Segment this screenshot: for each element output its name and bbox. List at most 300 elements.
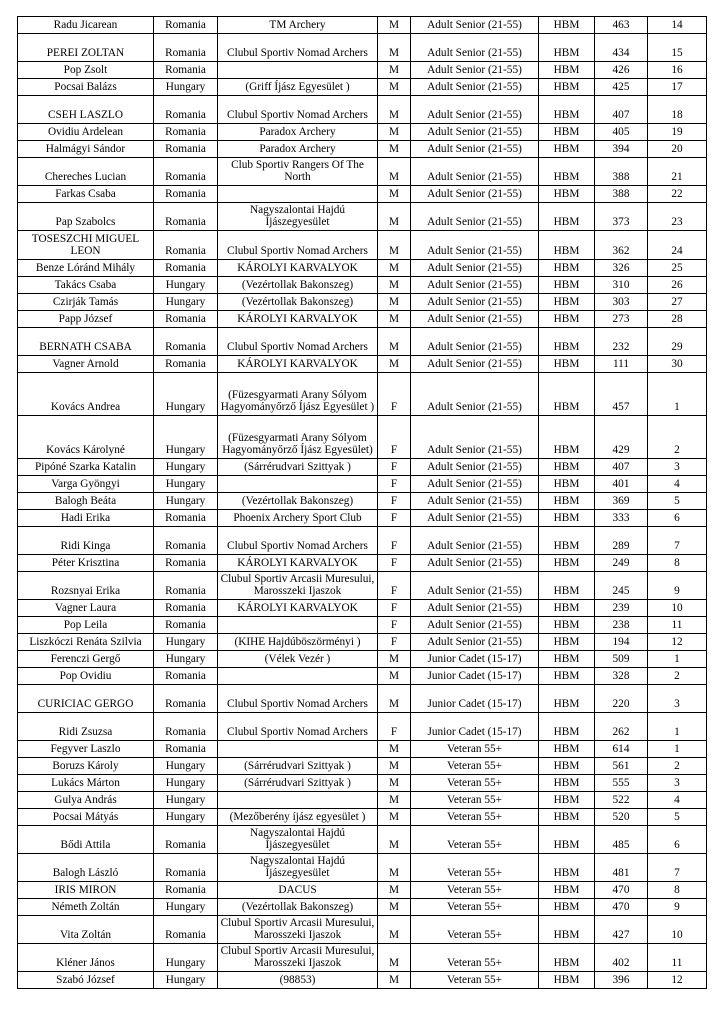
bow-class-cell: HBM — [539, 141, 595, 158]
table-row — [18, 758, 707, 775]
country-cell: Romania — [154, 741, 218, 758]
club-cell: (KIHE Hajdúböszörményi ) — [218, 634, 378, 651]
bow-class-cell: HBM — [539, 685, 595, 713]
rank-cell: 6 — [648, 826, 707, 854]
country-cell: Hungary — [154, 792, 218, 809]
bow-class-cell: HBM — [539, 416, 595, 459]
category-cell: Adult Senior (21-55) — [411, 311, 539, 328]
sex-cell: F — [378, 476, 411, 493]
bow-class-cell: HBM — [539, 277, 595, 294]
table-row — [18, 260, 707, 277]
score-cell: 470 — [595, 882, 648, 899]
rank-cell: 10 — [648, 916, 707, 944]
club-cell: Clubul Sportiv Nomad Archers — [218, 96, 378, 124]
table-row — [18, 651, 707, 668]
rank-cell: 14 — [648, 17, 707, 34]
name-cell: Vagner Arnold — [18, 356, 154, 373]
score-cell: 427 — [595, 916, 648, 944]
sex-cell: M — [378, 685, 411, 713]
club-cell: (Füzesgyarmati Arany Sólyom Hagyományőrző Íjász Egyesület ) — [218, 373, 378, 416]
category-cell: Veteran 55+ — [411, 882, 539, 899]
country-cell: Romania — [154, 713, 218, 741]
name-cell: Halmágyi Sándor — [18, 141, 154, 158]
sex-cell: M — [378, 651, 411, 668]
country-cell: Romania — [154, 186, 218, 203]
rank-cell: 25 — [648, 260, 707, 277]
rank-cell: 6 — [648, 510, 707, 527]
rank-cell: 3 — [648, 685, 707, 713]
country-cell: Romania — [154, 17, 218, 34]
bow-class-cell: HBM — [539, 328, 595, 356]
country-cell: Romania — [154, 882, 218, 899]
name-cell: Czirják Tamás — [18, 294, 154, 311]
country-cell: Romania — [154, 555, 218, 572]
table-row — [18, 713, 707, 741]
sex-cell: M — [378, 158, 411, 186]
country-cell: Hungary — [154, 294, 218, 311]
country-cell: Romania — [154, 668, 218, 685]
score-cell: 429 — [595, 416, 648, 459]
sex-cell: M — [378, 96, 411, 124]
rank-cell: 11 — [648, 944, 707, 972]
score-cell: 481 — [595, 854, 648, 882]
score-cell: 303 — [595, 294, 648, 311]
country-cell: Hungary — [154, 899, 218, 916]
country-cell: Hungary — [154, 758, 218, 775]
table-row — [18, 416, 707, 459]
bow-class-cell: HBM — [539, 356, 595, 373]
bow-class-cell: HBM — [539, 668, 595, 685]
score-cell: 373 — [595, 203, 648, 231]
bow-class-cell: HBM — [539, 758, 595, 775]
bow-class-cell: HBM — [539, 882, 595, 899]
name-cell: Kovács Károlyné — [18, 416, 154, 459]
club-cell: KÁROLYI KARVALYOK — [218, 260, 378, 277]
country-cell: Romania — [154, 916, 218, 944]
club-cell: Phoenix Archery Sport Club — [218, 510, 378, 527]
sex-cell: M — [378, 311, 411, 328]
club-cell: KÁROLYI KARVALYOK — [218, 311, 378, 328]
club-cell: Clubul Sportiv Nomad Archers — [218, 685, 378, 713]
category-cell: Adult Senior (21-55) — [411, 555, 539, 572]
rank-cell: 16 — [648, 62, 707, 79]
club-cell: Clubul Sportiv Nomad Archers — [218, 527, 378, 555]
category-cell: Veteran 55+ — [411, 758, 539, 775]
category-cell: Adult Senior (21-55) — [411, 328, 539, 356]
rank-cell: 24 — [648, 231, 707, 260]
sex-cell: M — [378, 792, 411, 809]
table-row — [18, 79, 707, 96]
club-cell: DACUS — [218, 882, 378, 899]
bow-class-cell: HBM — [539, 617, 595, 634]
club-cell: Clubul Sportiv Nomad Archers — [218, 34, 378, 62]
country-cell: Hungary — [154, 277, 218, 294]
category-cell: Veteran 55+ — [411, 972, 539, 989]
score-cell: 457 — [595, 373, 648, 416]
name-cell: BERNATH CSABA — [18, 328, 154, 356]
country-cell: Romania — [154, 356, 218, 373]
category-cell: Adult Senior (21-55) — [411, 34, 539, 62]
category-cell: Adult Senior (21-55) — [411, 476, 539, 493]
rank-cell: 1 — [648, 741, 707, 758]
sex-cell: M — [378, 62, 411, 79]
country-cell: Romania — [154, 141, 218, 158]
name-cell: Vita Zoltán — [18, 916, 154, 944]
category-cell: Adult Senior (21-55) — [411, 231, 539, 260]
category-cell: Adult Senior (21-55) — [411, 203, 539, 231]
club-cell: KÁROLYI KARVALYOK — [218, 356, 378, 373]
score-cell: 434 — [595, 34, 648, 62]
rank-cell: 1 — [648, 373, 707, 416]
name-cell: Rozsnyai Erika — [18, 572, 154, 600]
name-cell: Liszkóczi Renáta Szilvia — [18, 634, 154, 651]
rank-cell: 1 — [648, 713, 707, 741]
name-cell: Radu Jicarean — [18, 17, 154, 34]
sex-cell: F — [378, 634, 411, 651]
category-cell: Adult Senior (21-55) — [411, 79, 539, 96]
club-cell — [218, 792, 378, 809]
name-cell: Chereches Lucian — [18, 158, 154, 186]
club-cell: Clubul Sportiv Nomad Archers — [218, 328, 378, 356]
bow-class-cell: HBM — [539, 294, 595, 311]
category-cell: Adult Senior (21-55) — [411, 17, 539, 34]
sex-cell: M — [378, 668, 411, 685]
sex-cell: M — [378, 294, 411, 311]
table-row — [18, 96, 707, 124]
name-cell: Balogh Beáta — [18, 493, 154, 510]
club-cell: (Vezértollak Bakonszeg) — [218, 277, 378, 294]
sex-cell: M — [378, 277, 411, 294]
table-row — [18, 882, 707, 899]
name-cell: CSEH LASZLO — [18, 96, 154, 124]
category-cell: Adult Senior (21-55) — [411, 617, 539, 634]
club-cell: Paradox Archery — [218, 141, 378, 158]
club-cell — [218, 62, 378, 79]
category-cell: Adult Senior (21-55) — [411, 634, 539, 651]
score-cell: 239 — [595, 600, 648, 617]
category-cell: Adult Senior (21-55) — [411, 373, 539, 416]
category-cell: Adult Senior (21-55) — [411, 277, 539, 294]
score-cell: 388 — [595, 158, 648, 186]
sex-cell: F — [378, 493, 411, 510]
table-row — [18, 476, 707, 493]
category-cell: Veteran 55+ — [411, 792, 539, 809]
table-row — [18, 854, 707, 882]
category-cell: Adult Senior (21-55) — [411, 572, 539, 600]
rank-cell: 4 — [648, 476, 707, 493]
country-cell: Romania — [154, 685, 218, 713]
score-cell: 333 — [595, 510, 648, 527]
country-cell: Romania — [154, 854, 218, 882]
name-cell: Papp József — [18, 311, 154, 328]
score-cell: 362 — [595, 231, 648, 260]
club-cell: (Füzesgyarmati Arany Sólyom Hagyományőrző Íjász Egyesület) — [218, 416, 378, 459]
results-table-body — [18, 17, 707, 989]
table-row — [18, 62, 707, 79]
bow-class-cell: HBM — [539, 741, 595, 758]
table-row — [18, 510, 707, 527]
name-cell: Pocsai Mátyás — [18, 809, 154, 826]
category-cell: Adult Senior (21-55) — [411, 141, 539, 158]
table-row — [18, 203, 707, 231]
country-cell: Hungary — [154, 944, 218, 972]
bow-class-cell: HBM — [539, 634, 595, 651]
sex-cell: M — [378, 203, 411, 231]
sex-cell: M — [378, 899, 411, 916]
score-cell: 396 — [595, 972, 648, 989]
score-cell: 522 — [595, 792, 648, 809]
name-cell: Pipóné Szarka Katalin — [18, 459, 154, 476]
country-cell: Hungary — [154, 634, 218, 651]
rank-cell: 30 — [648, 356, 707, 373]
category-cell: Veteran 55+ — [411, 775, 539, 792]
score-cell: 401 — [595, 476, 648, 493]
score-cell: 614 — [595, 741, 648, 758]
name-cell: Pop Zsolt — [18, 62, 154, 79]
rank-cell: 23 — [648, 203, 707, 231]
country-cell: Romania — [154, 158, 218, 186]
bow-class-cell: HBM — [539, 34, 595, 62]
bow-class-cell: HBM — [539, 775, 595, 792]
table-row — [18, 186, 707, 203]
club-cell: (Mezőberény íjász egyesület ) — [218, 809, 378, 826]
bow-class-cell: HBM — [539, 476, 595, 493]
name-cell: Ridi Zsuzsa — [18, 713, 154, 741]
bow-class-cell: HBM — [539, 809, 595, 826]
country-cell: Romania — [154, 96, 218, 124]
rank-cell: 5 — [648, 809, 707, 826]
bow-class-cell: HBM — [539, 792, 595, 809]
table-row — [18, 572, 707, 600]
country-cell: Hungary — [154, 651, 218, 668]
sex-cell: M — [378, 328, 411, 356]
table-row — [18, 741, 707, 758]
sex-cell: M — [378, 17, 411, 34]
table-row — [18, 685, 707, 713]
name-cell: Balogh László — [18, 854, 154, 882]
category-cell: Adult Senior (21-55) — [411, 186, 539, 203]
score-cell: 245 — [595, 572, 648, 600]
score-cell: 561 — [595, 758, 648, 775]
name-cell: Boruzs Károly — [18, 758, 154, 775]
score-cell: 111 — [595, 356, 648, 373]
country-cell: Romania — [154, 510, 218, 527]
bow-class-cell: HBM — [539, 373, 595, 416]
category-cell: Adult Senior (21-55) — [411, 158, 539, 186]
sex-cell: M — [378, 79, 411, 96]
rank-cell: 3 — [648, 775, 707, 792]
score-cell: 238 — [595, 617, 648, 634]
table-row — [18, 356, 707, 373]
table-row — [18, 311, 707, 328]
sex-cell: F — [378, 373, 411, 416]
table-row — [18, 916, 707, 944]
rank-cell: 2 — [648, 758, 707, 775]
table-row — [18, 34, 707, 62]
country-cell: Romania — [154, 260, 218, 277]
score-cell: 326 — [595, 260, 648, 277]
name-cell: Pop Ovidiu — [18, 668, 154, 685]
sex-cell: M — [378, 34, 411, 62]
category-cell: Veteran 55+ — [411, 944, 539, 972]
club-cell: Nagyszalontai Hajdú Íjászegyesület — [218, 826, 378, 854]
category-cell: Junior Cadet (15-17) — [411, 668, 539, 685]
bow-class-cell: HBM — [539, 493, 595, 510]
sex-cell: M — [378, 741, 411, 758]
sex-cell: F — [378, 555, 411, 572]
sex-cell: M — [378, 124, 411, 141]
results-table — [17, 16, 707, 989]
score-cell: 220 — [595, 685, 648, 713]
score-cell: 388 — [595, 186, 648, 203]
club-cell: KÁROLYI KARVALYOK — [218, 600, 378, 617]
rank-cell: 21 — [648, 158, 707, 186]
table-row — [18, 17, 707, 34]
bow-class-cell: HBM — [539, 572, 595, 600]
rank-cell: 9 — [648, 899, 707, 916]
score-cell: 407 — [595, 96, 648, 124]
score-cell: 485 — [595, 826, 648, 854]
table-row — [18, 809, 707, 826]
table-row — [18, 124, 707, 141]
country-cell: Hungary — [154, 459, 218, 476]
score-cell: 232 — [595, 328, 648, 356]
club-cell: (Sárrérudvari Szittyak ) — [218, 775, 378, 792]
table-row — [18, 634, 707, 651]
sex-cell: M — [378, 854, 411, 882]
country-cell: Romania — [154, 527, 218, 555]
bow-class-cell: HBM — [539, 944, 595, 972]
category-cell: Adult Senior (21-55) — [411, 527, 539, 555]
category-cell: Adult Senior (21-55) — [411, 600, 539, 617]
name-cell: Hadi Erika — [18, 510, 154, 527]
sex-cell: M — [378, 944, 411, 972]
country-cell: Hungary — [154, 493, 218, 510]
name-cell: Farkas Csaba — [18, 186, 154, 203]
score-cell: 470 — [595, 899, 648, 916]
club-cell — [218, 476, 378, 493]
name-cell: Szabó József — [18, 972, 154, 989]
rank-cell: 18 — [648, 96, 707, 124]
table-row — [18, 899, 707, 916]
bow-class-cell: HBM — [539, 527, 595, 555]
score-cell: 463 — [595, 17, 648, 34]
club-cell: Clubul Sportiv Nomad Archers — [218, 231, 378, 260]
table-row — [18, 231, 707, 260]
category-cell: Adult Senior (21-55) — [411, 62, 539, 79]
table-row — [18, 527, 707, 555]
category-cell: Junior Cadet (15-17) — [411, 685, 539, 713]
bow-class-cell: HBM — [539, 899, 595, 916]
score-cell: 273 — [595, 311, 648, 328]
club-cell: (Sárrérudvari Szittyak ) — [218, 758, 378, 775]
table-row — [18, 617, 707, 634]
table-row — [18, 668, 707, 685]
name-cell: Pocsai Balázs — [18, 79, 154, 96]
category-cell: Adult Senior (21-55) — [411, 459, 539, 476]
category-cell: Adult Senior (21-55) — [411, 294, 539, 311]
name-cell: Varga Gyöngyi — [18, 476, 154, 493]
country-cell: Romania — [154, 572, 218, 600]
score-cell: 289 — [595, 527, 648, 555]
table-row — [18, 826, 707, 854]
rank-cell: 11 — [648, 617, 707, 634]
bow-class-cell: HBM — [539, 203, 595, 231]
rank-cell: 27 — [648, 294, 707, 311]
score-cell: 262 — [595, 713, 648, 741]
score-cell: 310 — [595, 277, 648, 294]
country-cell: Romania — [154, 124, 218, 141]
rank-cell: 7 — [648, 854, 707, 882]
bow-class-cell: HBM — [539, 17, 595, 34]
name-cell: Vagner Laura — [18, 600, 154, 617]
bow-class-cell: HBM — [539, 79, 595, 96]
rank-cell: 19 — [648, 124, 707, 141]
sex-cell: M — [378, 758, 411, 775]
sex-cell: F — [378, 510, 411, 527]
rank-cell: 3 — [648, 459, 707, 476]
name-cell: Gulya András — [18, 792, 154, 809]
country-cell: Hungary — [154, 476, 218, 493]
category-cell: Veteran 55+ — [411, 854, 539, 882]
sex-cell: F — [378, 572, 411, 600]
country-cell: Romania — [154, 62, 218, 79]
sex-cell: M — [378, 809, 411, 826]
bow-class-cell: HBM — [539, 158, 595, 186]
bow-class-cell: HBM — [539, 916, 595, 944]
name-cell: Lukács Márton — [18, 775, 154, 792]
name-cell: Ridi Kinga — [18, 527, 154, 555]
bow-class-cell: HBM — [539, 62, 595, 79]
sex-cell: M — [378, 972, 411, 989]
name-cell: PEREI ZOLTAN — [18, 34, 154, 62]
category-cell: Junior Cadet (15-17) — [411, 651, 539, 668]
club-cell: Club Sportiv Rangers Of The North — [218, 158, 378, 186]
table-row — [18, 792, 707, 809]
country-cell: Romania — [154, 617, 218, 634]
club-cell: (Sárrérudvari Szittyak ) — [218, 459, 378, 476]
bow-class-cell: HBM — [539, 854, 595, 882]
club-cell — [218, 186, 378, 203]
category-cell: Adult Senior (21-55) — [411, 493, 539, 510]
country-cell: Romania — [154, 826, 218, 854]
country-cell: Romania — [154, 34, 218, 62]
bow-class-cell: HBM — [539, 826, 595, 854]
category-cell: Adult Senior (21-55) — [411, 356, 539, 373]
bow-class-cell: HBM — [539, 124, 595, 141]
category-cell: Adult Senior (21-55) — [411, 260, 539, 277]
name-cell: Ferenczi Gergő — [18, 651, 154, 668]
bow-class-cell: HBM — [539, 231, 595, 260]
club-cell: Clubul Sportiv Arcasii Muresului, Marosszeki Ijaszok — [218, 916, 378, 944]
name-cell: Pop Leila — [18, 617, 154, 634]
table-row — [18, 493, 707, 510]
club-cell: (Vezértollak Bakonszeg) — [218, 294, 378, 311]
country-cell: Hungary — [154, 809, 218, 826]
table-row — [18, 600, 707, 617]
country-cell: Hungary — [154, 373, 218, 416]
name-cell: IRIS MIRON — [18, 882, 154, 899]
rank-cell: 5 — [648, 493, 707, 510]
sex-cell: M — [378, 356, 411, 373]
score-cell: 402 — [595, 944, 648, 972]
sex-cell: F — [378, 617, 411, 634]
name-cell: Ovidiu Ardelean — [18, 124, 154, 141]
bow-class-cell: HBM — [539, 96, 595, 124]
score-cell: 194 — [595, 634, 648, 651]
table-row — [18, 328, 707, 356]
club-cell — [218, 617, 378, 634]
